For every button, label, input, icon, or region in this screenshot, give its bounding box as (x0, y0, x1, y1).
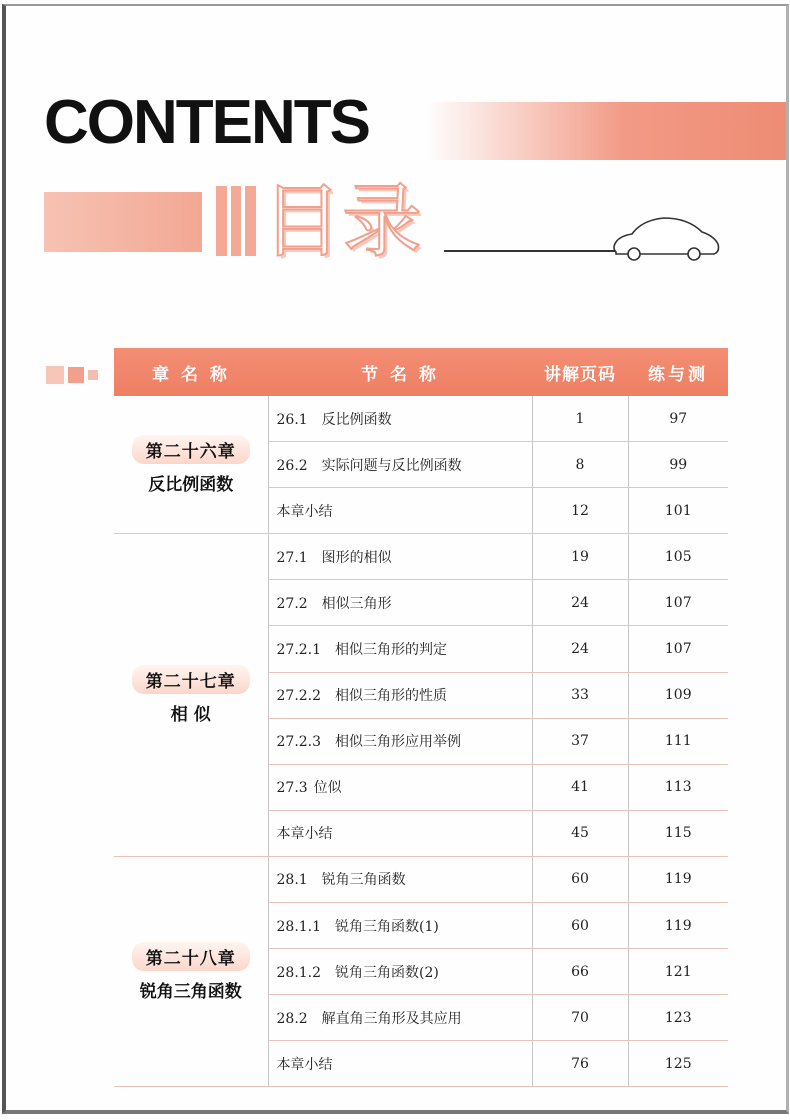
explain-page: 24 (532, 626, 628, 672)
section-title: 锐角三角函数 (321, 872, 406, 889)
section-cell (268, 995, 532, 1041)
chapter-cell (114, 534, 268, 857)
chapter-cell (114, 396, 268, 534)
page (2, 4, 789, 1114)
decorative-squares (46, 366, 98, 384)
section-title: 锐角三角函数(2) (335, 964, 439, 981)
practice-page: 119 (628, 903, 728, 949)
section-title: 本章小结 (276, 1056, 333, 1073)
table-header-row (114, 348, 728, 396)
explain-page: 41 (532, 764, 628, 810)
practice-page: 121 (628, 949, 728, 995)
chapter-name: 反比例函数 (148, 474, 234, 495)
section-number: 28.1.2 (276, 964, 322, 981)
section-cell (268, 488, 532, 534)
section-number: 27.2 (276, 595, 308, 612)
section-number: 26.1 (276, 411, 308, 428)
section-number: 27.2.3 (276, 734, 322, 751)
chapter-cell (114, 856, 268, 1086)
section-title: 反比例函数 (321, 411, 392, 428)
explain-page: 45 (532, 810, 628, 856)
car-icon (610, 214, 722, 264)
chapter-number: 第二十七章 (132, 665, 250, 694)
contents-title: CONTENTS (44, 88, 369, 157)
explain-page: 60 (532, 903, 628, 949)
explain-page: 37 (532, 718, 628, 764)
section-cell (268, 580, 532, 626)
practice-page: 107 (628, 626, 728, 672)
explain-page: 70 (532, 995, 628, 1041)
section-title: 锐角三角函数(1) (335, 918, 439, 935)
section-number: 26.2 (276, 457, 308, 474)
section-cell (268, 949, 532, 995)
table-row[interactable] (114, 534, 728, 580)
section-number: 28.1.1 (276, 918, 322, 935)
section-cell (268, 856, 532, 902)
section-title: 实际问题与反比例函数 (321, 457, 462, 474)
section-title: 相似三角形应用举例 (335, 734, 462, 751)
section-cell (268, 1041, 532, 1087)
section-cell (268, 903, 532, 949)
practice-page: 115 (628, 810, 728, 856)
section-number: 27.2.2 (276, 688, 322, 705)
explain-page: 60 (532, 856, 628, 902)
practice-page: 119 (628, 856, 728, 902)
section-title: 图形的相似 (321, 549, 392, 566)
section-cell (268, 626, 532, 672)
col-header-explain-page: 讲解页码 (532, 348, 628, 396)
explain-page: 33 (532, 672, 628, 718)
section-number: 27.3 (276, 780, 308, 797)
section-cell (268, 442, 532, 488)
practice-page: 97 (628, 396, 728, 442)
section-cell (268, 534, 532, 580)
practice-page: 125 (628, 1041, 728, 1087)
mulu-title: 目录 (262, 175, 422, 268)
practice-page: 107 (628, 580, 728, 626)
section-cell (268, 672, 532, 718)
explain-page: 76 (532, 1041, 628, 1087)
col-header-section: 节 名 称 (268, 348, 532, 396)
explain-page: 12 (532, 488, 628, 534)
section-number: 28.2 (276, 1010, 308, 1027)
section-title: 相似三角形的性质 (335, 688, 448, 705)
col-header-practice: 练与测 (628, 348, 728, 396)
mulu-color-block (44, 192, 202, 252)
chapter-number: 第二十八章 (132, 942, 250, 971)
section-cell (268, 396, 532, 442)
section-number: 28.1 (276, 872, 308, 889)
section-title: 本章小结 (276, 503, 333, 520)
explain-page: 66 (532, 949, 628, 995)
explain-page: 1 (532, 396, 628, 442)
practice-page: 123 (628, 995, 728, 1041)
section-number: 27.2.1 (276, 642, 322, 659)
chapter-number: 第二十六章 (132, 435, 250, 464)
table-row[interactable] (114, 396, 728, 442)
chapter-name: 锐角三角函数 (139, 981, 242, 1002)
section-title: 相似三角形的判定 (335, 642, 448, 659)
section-cell (268, 764, 532, 810)
practice-page: 111 (628, 718, 728, 764)
explain-page: 24 (532, 580, 628, 626)
col-header-chapter: 章 名 称 (114, 348, 268, 396)
section-cell (268, 810, 532, 856)
section-title: 相似三角形 (321, 595, 392, 612)
contents-table (114, 348, 728, 1087)
explain-page: 19 (532, 534, 628, 580)
mulu-stripes (216, 186, 256, 256)
chapter-name: 相 似 (170, 705, 211, 726)
section-cell (268, 718, 532, 764)
section-number: 27.1 (276, 549, 308, 566)
practice-page: 101 (628, 488, 728, 534)
header-gradient-band (426, 102, 786, 160)
section-title: 本章小结 (276, 826, 333, 843)
section-title: 解直角三角形及其应用 (321, 1010, 462, 1027)
section-title: 位似 (313, 780, 342, 797)
car-road-line (444, 250, 616, 252)
practice-page: 113 (628, 764, 728, 810)
explain-page: 8 (532, 442, 628, 488)
practice-page: 99 (628, 442, 728, 488)
practice-page: 109 (628, 672, 728, 718)
practice-page: 105 (628, 534, 728, 580)
table-row[interactable] (114, 856, 728, 902)
